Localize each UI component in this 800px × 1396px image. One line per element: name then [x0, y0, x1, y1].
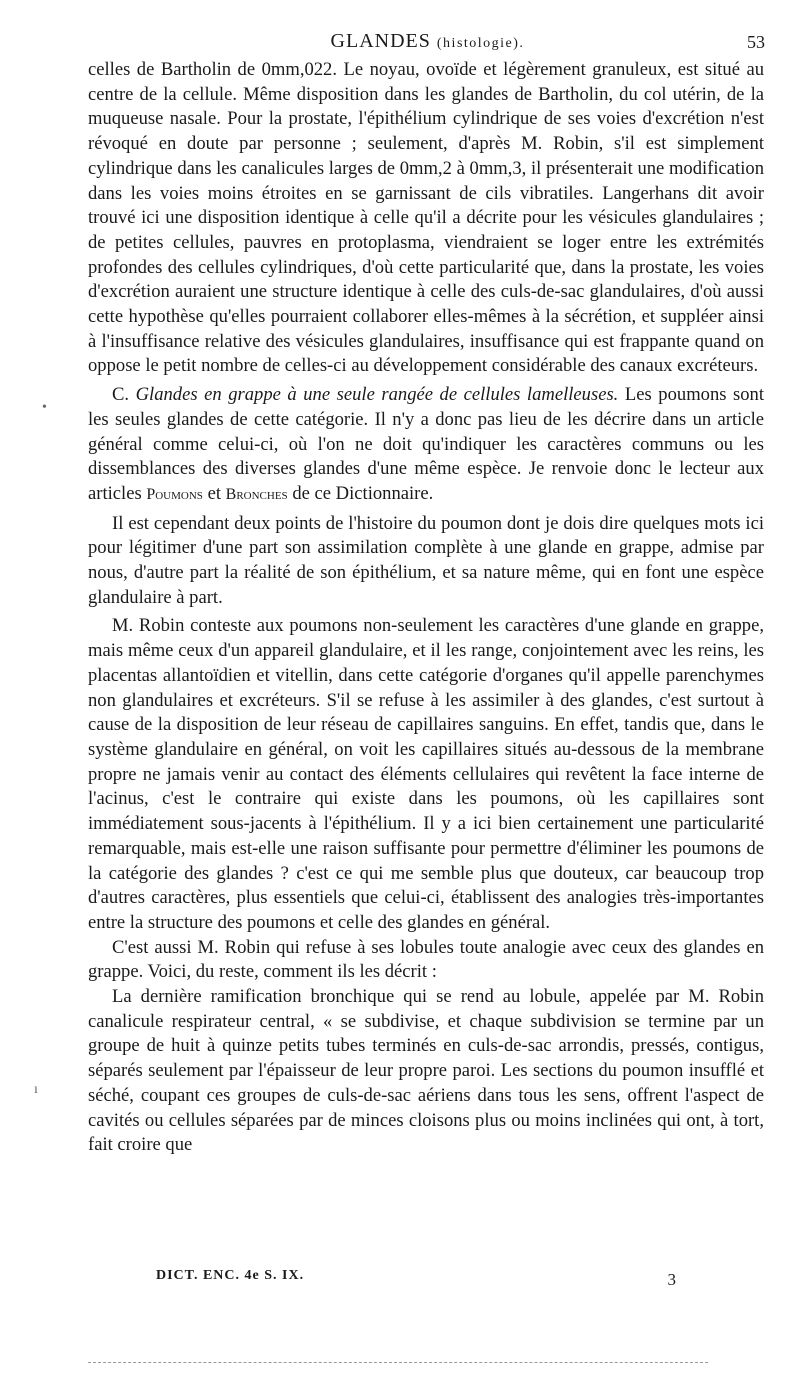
- ref-tail: de ce Dictionnaire.: [292, 482, 434, 504]
- ref-bronches: Bronches: [225, 485, 288, 503]
- paragraph-section-c: [88, 383, 764, 508]
- ref-and: et: [207, 482, 221, 504]
- running-header: [90, 30, 765, 58]
- paragraph-1: celles de Bartholin de 0mm,022. Le noyau, ovoïde et légèrement granuleux, est situé au centre de la cellule. Même disposition dans les glandes de Bartholin, du col utérin, de la muqueuse nasale. Pour la prostate, l'épithélium cylindrique de ses voies d'excrétion n'est révoqué en doute par personne ; seulement, d'après M. Robin, s'il est simplement cylindrique dans les canalicules larges de 0mm,2 à 0mm,3, il présenterait une modification dans les voies moins étroites en se garnissant de cils vibratiles. Langerhans dit avoir trouvé ici une disposition identique à celle qu'il a décrite pour les vésicules glandulaires ; de petites cellules, pauvres en protoplasma, viendraient se loger entre les extrémités profondes des cellules cylindriques, d'où cette particularité que, dans la prostate, les voies d'excrétion auraient une structure identique à celle des culs-de-sac glandulaires, d'où aussi cette hypothèse qu'elles pourraient collaborer elles-mêmes à la sécrétion, et suppléer ainsi à l'insuffisance relative des vésicules glandulaires, insuffisance qui est frappante quand on oppose le petit nombre de celles-ci au développement considérable des canaux excréteurs.: [88, 59, 764, 377]
- bottom-rule: [88, 1362, 708, 1363]
- paragraph-4: M. Robin conteste aux poumons non-seulement les caractères d'une glande en grappe, mais même ceux d'un appareil glandulaire, et il les range, conjointement avec les reins, les placentas allantoïdien et vitellin, dans cette catégorie d'organes qu'il appelle parenchymes non glandulaires et excréteurs. S'il se refuse à les assimiler à des glandes, c'est surtout à cause de la disposition de leur réseau de capillaires sanguins. En effet, tandis que, dans le système glandulaire en général, on voit les capillaires situés au-dessous de la membrane propre ne jamais venir au contact des éléments cellulaires qui revêtent la face interne de l'acinus, c'est le contraire qui existe dans les poumons, où les capillaires sont immédiatement sous-jacents à l'épithélium. Il y a ici bien certainement une particularité remarquable, mais est-elle une raison suffisante pour permettre d'éliminer les poumons de la catégorie des glandes ? c'est ce qui me semble plus que douteux, car beaucoup trop d'autres caractères, plus essentiels que celui-ci, établissent des analogies très-importantes entre la structure des poumons et celle des glandes en général.: [88, 615, 764, 933]
- paragraph-5: C'est aussi M. Robin qui refuse à ses lobules toute analogie avec ceux des glandes en grappe. Voici, du reste, comment ils les décrit :: [88, 936, 764, 983]
- paragraph-2: poumons sont les seules glandes de cette catégorie. Il n'y a donc pas lieu de les décrire dans un article général comme celui-ci, où l'on ne doit qu'indiquer les caractères communs ou les dissemblances des diverses glandes d'une même espèce. Je renvoie donc le lecteur aux articles: [88, 384, 765, 504]
- signature-mark: DICT. ENC. 4e S. IX.: [156, 1268, 305, 1283]
- section-c-heading: Glandes en grappe à une seule rangée de cellules lamelleuses.: [135, 384, 619, 406]
- page-number: 53: [747, 32, 765, 52]
- paragraph-6: La dernière ramification bronchique qui se rend au lobule, appelée par M. Robin canalicule respirateur central, « se subdivise, et chaque subdivision se termine par un groupe de huit à quinze petits tubes terminés en culs-de-sac arrondis, pressés, contigus, séparés seulement par l'épaisseur de leur propre paroi. Les sections du poumon insufflé et séché, coupant ces groupes de culs-de-sac aériens dans tous les sens, offrent l'aspect de cavités ou cellules séparées par de minces cloisons plus ou moins inclinées qui ont, à tort, fait croire que: [88, 986, 764, 1156]
- margin-dot: •: [42, 400, 47, 415]
- running-title: [90, 30, 765, 53]
- signature-number: 3: [667, 1270, 676, 1289]
- running-title-subtitle: (histologie).: [436, 36, 525, 51]
- section-c-letter: C.: [112, 384, 130, 406]
- running-title-main: GLANDES: [330, 30, 431, 52]
- text-body: [88, 58, 764, 1158]
- page-footer: [156, 1268, 676, 1292]
- section-c-lead: Les: [624, 384, 652, 406]
- margin-tick: ı: [34, 1082, 38, 1097]
- ref-poumons: Poumons: [146, 485, 203, 503]
- paragraph-3: Il est cependant deux points de l'histoire du poumon dont je dois dire quelques mots ici pour légitimer d'une part son assimilation complète à une glande en grappe, admise par nous, d'autre part la réalité de son épithélium, et sa nature même, qui en font une espèce glandulaire à part.: [88, 512, 764, 608]
